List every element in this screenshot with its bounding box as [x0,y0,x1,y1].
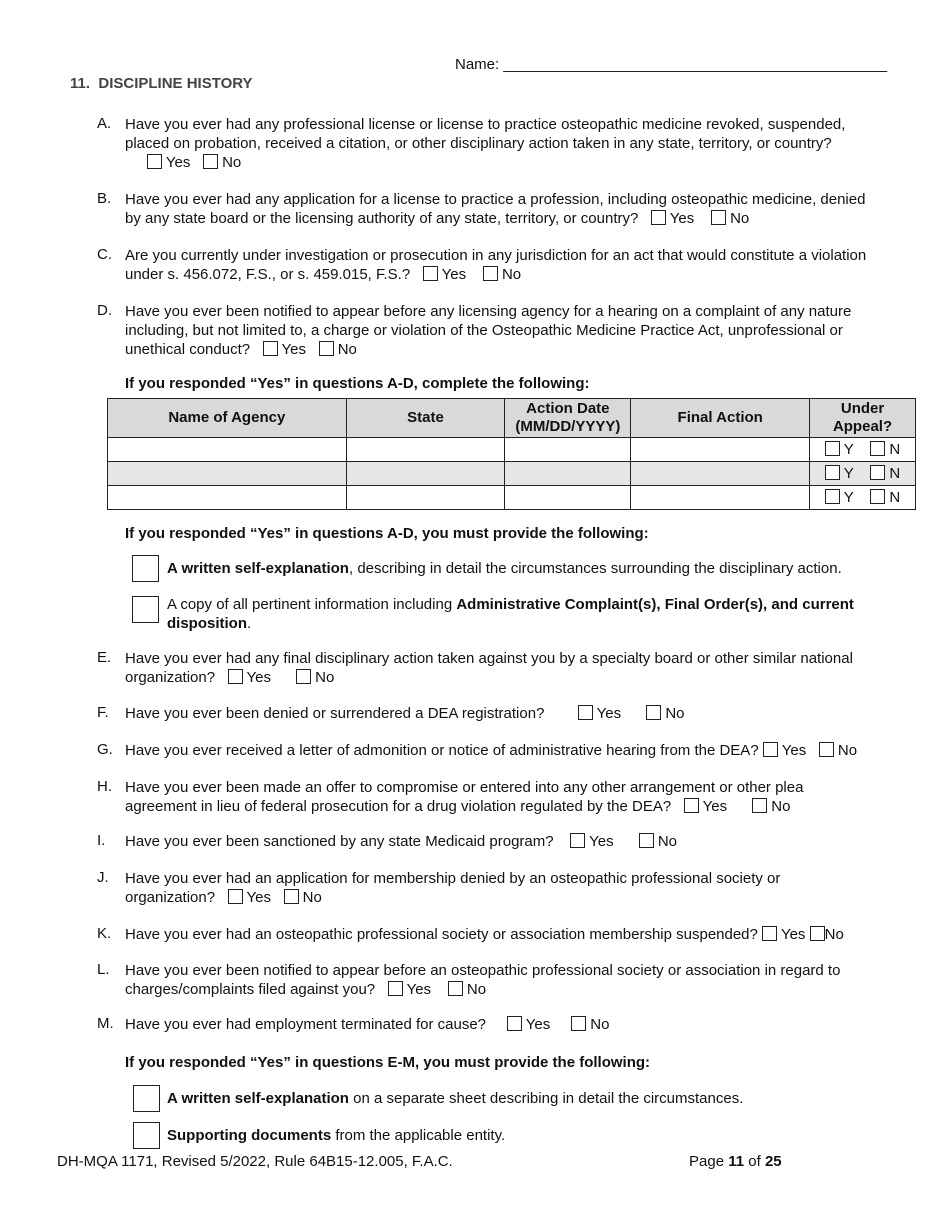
no-checkbox[interactable] [483,266,498,281]
ad-provide-intro: If you responded “Yes” in questions A-D, you must provide the following: [125,525,649,542]
question-letter: H. [97,778,112,795]
question-letter: G. [97,741,113,758]
no-checkbox[interactable] [448,981,463,996]
no-checkbox[interactable] [296,669,311,684]
yes-checkbox[interactable] [651,210,666,225]
no-checkbox[interactable] [639,833,654,848]
ad-self-explanation-text: A written self-explanation, describing in detail the circumstances surrounding the disciplinary action. [167,560,842,577]
question-letter: M. [97,1015,114,1032]
action-date-cell[interactable] [505,438,631,462]
column-header-action-date: Action Date (MM/DD/YYYY) [505,399,631,438]
em-self-explanation-checkbox[interactable] [133,1085,160,1112]
no-checkbox[interactable] [810,926,825,941]
question-letter: B. [97,190,112,207]
agency-cell[interactable] [108,486,347,510]
no-checkbox[interactable] [284,889,299,904]
question-text: Have you ever had any professional license or license to practice osteopathic medicine revoked, suspended, placed on probation, received a citation, or other disciplinary action taken in any state, territory, or country? Yes No [125,116,846,171]
ad-pertinent-info-checkbox[interactable] [132,596,159,623]
disciplinary-table [107,398,916,510]
question-letter: E. [97,649,112,666]
agency-cell[interactable] [108,462,347,486]
yes-checkbox[interactable] [228,669,243,684]
yes-checkbox[interactable] [423,266,438,281]
ad-pertinent-info-text: A copy of all pertinent information including Administrative Complaint(s), Final Order(s), and current disposition. [167,596,854,632]
appeal-n-checkbox[interactable] [870,441,885,456]
name-field[interactable] [455,56,887,73]
name-line[interactable]: ______________________________________________ [503,56,888,73]
table-row [108,486,916,510]
action-date-cell[interactable] [505,462,631,486]
final-action-cell[interactable] [631,462,810,486]
appeal-y-checkbox[interactable] [825,489,840,504]
name-label: Name: [455,56,500,73]
question-letter: D. [97,302,112,319]
table-row [108,462,916,486]
appeal-cell: Y N [810,438,916,462]
yes-checkbox[interactable] [228,889,243,904]
yes-checkbox[interactable] [578,705,593,720]
question-text: Have you ever been denied or surrendered a DEA registration? Yes No [125,705,685,722]
no-checkbox[interactable] [819,742,834,757]
question-text: Have you ever been sanctioned by any state Medicaid program? Yes No [125,833,678,850]
yes-checkbox[interactable] [263,341,278,356]
question-letter: I. [97,832,106,849]
state-cell[interactable] [346,486,505,510]
yes-checkbox[interactable] [570,833,585,848]
em-self-explanation-text: A written self-explanation on a separate sheet describing in detail the circumstances. [167,1090,744,1107]
appeal-y-checkbox[interactable] [825,465,840,480]
column-header-agency: Name of Agency [108,399,347,438]
question-text: Have you ever had employment terminated for cause? Yes No [125,1016,610,1033]
yes-checkbox[interactable] [763,742,778,757]
appeal-n-checkbox[interactable] [870,465,885,480]
appeal-y-checkbox[interactable] [825,441,840,456]
question-text: Have you ever had an osteopathic professional society or association membership suspended? Yes No [125,926,844,943]
ad-table-intro: If you responded “Yes” in questions A-D, complete the following: [125,375,590,392]
no-checkbox[interactable] [203,154,218,169]
yes-checkbox[interactable] [684,798,699,813]
column-header-final-action: Final Action [631,399,810,438]
yes-checkbox[interactable] [507,1016,522,1031]
em-provide-intro: If you responded “Yes” in questions E-M, you must provide the following: [125,1054,651,1071]
question-text: Have you ever been made an offer to compromise or entered into any other arrangement or other plea agreement in lieu of federal prosecution for a drug violation regulated by the DEA? Yes No [125,779,804,815]
table-row [108,438,916,462]
no-checkbox[interactable] [752,798,767,813]
column-header-state: State [346,399,505,438]
state-cell[interactable] [346,438,505,462]
table-header-row [108,399,916,438]
action-date-cell[interactable] [505,486,631,510]
question-text: Have you ever been notified to appear before an osteopathic professional society or association in regard to charges/complaints filed against you? Yes No [125,962,841,998]
no-checkbox[interactable] [571,1016,586,1031]
em-supporting-docs-text: Supporting documents from the applicable entity. [167,1127,506,1144]
question-text: Have you ever had any application for a license to practice a profession, including osteopathic medicine, denied by any state board or the licensing authority of any state, territory, or country? Yes No [125,191,866,227]
question-letter: J. [97,869,109,886]
question-text: Have you ever received a letter of admonition or notice of administrative hearing from the DEA? Yes No [125,742,858,759]
ad-self-explanation-checkbox[interactable] [132,555,159,582]
section-title: 11. DISCIPLINE HISTORY [70,75,253,92]
question-letter: F. [97,704,109,721]
question-letter: K. [97,925,112,942]
state-cell[interactable] [346,462,505,486]
question-text: Have you ever had any final disciplinary action taken against you by a specialty board or other similar national organization? Yes No [125,650,853,686]
agency-cell[interactable] [108,438,347,462]
appeal-cell: Y N [810,462,916,486]
question-text: Have you ever been notified to appear before any licensing agency for a hearing on a complaint of any nature including, but not limited to, a charge or violation of the Osteopathic Medicine Practice Act, unprofessional or unethical conduct? Yes No [125,303,852,358]
yes-checkbox[interactable] [388,981,403,996]
yes-checkbox[interactable] [762,926,777,941]
no-checkbox[interactable] [319,341,334,356]
no-checkbox[interactable] [711,210,726,225]
appeal-cell: Y N [810,486,916,510]
appeal-n-checkbox[interactable] [870,489,885,504]
yes-checkbox[interactable] [147,154,162,169]
question-letter: L. [97,961,110,978]
no-checkbox[interactable] [646,705,661,720]
question-letter: A. [97,115,112,132]
question-text: Have you ever had an application for membership denied by an osteopathic professional society or organization? Yes No [125,870,781,906]
footer-page-number: Page 11 of 25 [689,1153,782,1170]
question-text: Are you currently under investigation or prosecution in any jurisdiction for an act that would constitute a violation under s. 456.072, F.S., or s. 459.015, F.S.? Yes No [125,247,867,283]
final-action-cell[interactable] [631,486,810,510]
question-letter: C. [97,246,112,263]
footer-form-id: DH-MQA 1171, Revised 5/2022, Rule 64B15-12.005, F.A.C. [57,1153,453,1170]
em-supporting-docs-checkbox[interactable] [133,1122,160,1149]
final-action-cell[interactable] [631,438,810,462]
column-header-under-appeal: Under Appeal? [810,399,916,438]
